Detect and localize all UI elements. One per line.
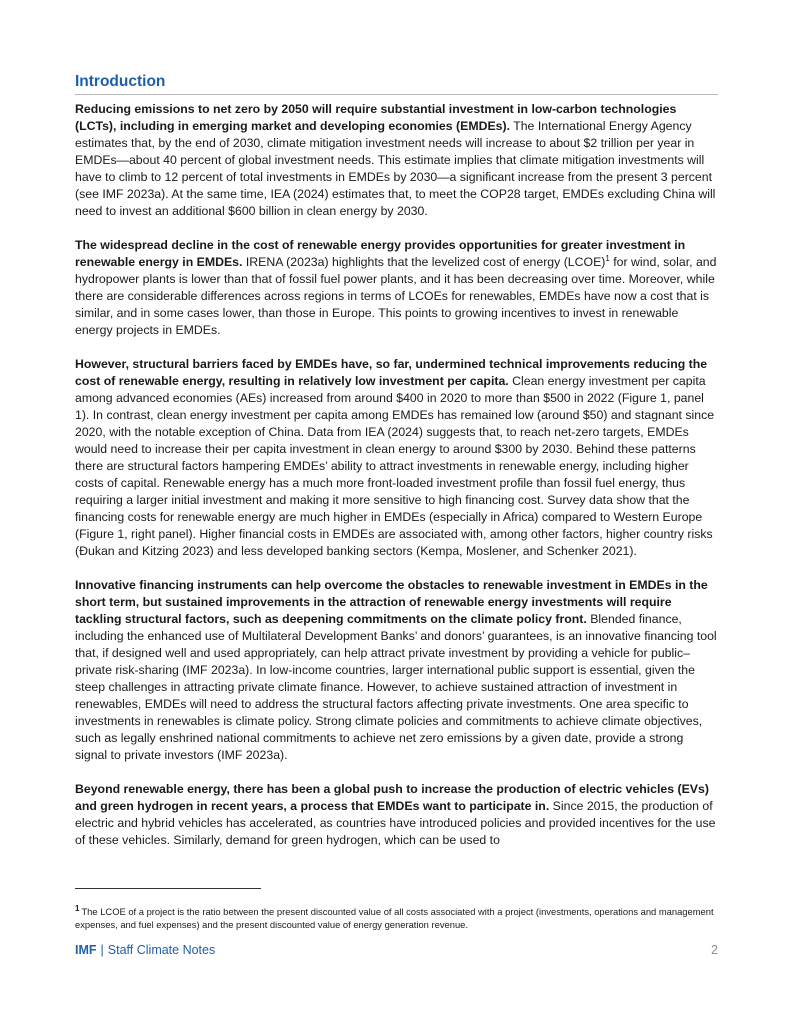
page-number: 2	[711, 943, 718, 957]
imf-logo-text: IMF	[75, 943, 97, 957]
paragraph-4	[75, 577, 718, 764]
paragraph-4-lead: Innovative financing instruments can help overcome the obstacles to renewable investment in EMDEs in the short term, but sustained improvements in the attraction of renewable energy investments will require tackling structural factors, such as deepening commitments on the climate policy front.	[75, 578, 708, 626]
paragraph-2-text-b: for wind, solar, and hydropower plants is lower than that of fossil fuel power plants, and it has been decreasing over time. Moreover, while there are considerable differences across regions in terms of LCOEs for renewables, EMDEs have now a cost that is similar, and in some cases lower, than those in Europe. This points to growing incentives to invest in renewable energy projects in EMDEs.	[75, 255, 717, 337]
paragraph-1	[75, 101, 718, 220]
series-title: Staff Climate Notes	[107, 943, 216, 957]
paragraph-1-lead: Reducing emissions to net zero by 2050 will require substantial investment in low-carbon technologies (LCTs), including in emerging market and developing economies (EMDEs).	[75, 102, 677, 133]
footnote-number: 1	[75, 904, 80, 913]
paragraph-2-text-a: IRENA (2023a) highlights that the levelized cost of energy (LCOE)	[242, 255, 606, 269]
paragraph-5-text: Since 2015, the production of electric and hybrid vehicles has accelerated, as countries have introduced policies and provided incentives for the use of these vehicles. Similarly, demand for green hydrogen, which can be used to	[75, 799, 716, 847]
paragraph-2	[75, 237, 718, 339]
footnote-rule	[75, 888, 261, 889]
paragraph-3-lead: However, structural barriers faced by EMDEs have, so far, undermined technical improvements reducing the cost of renewable energy, resulting in relatively low investment per capita.	[75, 357, 708, 388]
paragraph-3-text: Clean energy investment per capita among advanced economies (AEs) increased from around $400 in 2020 to more than $500 in 2022 (Figure 1, panel 1). In contrast, clean energy investment per capita among EMDEs has remained low (around $50) and stagnant since 2020, with the notable exception of China. Data from IEA (2024) suggests that, to reach net-zero targets, EMDEs would need to increase their per capita investment in clean energy to around $300 by 2030. Behind these patterns there are structural factors hampering EMDEs’ ability to attract investments in renewable energy, including higher costs of capital. Renewable energy has a much more front-loaded investment profile than fossil fuel energy, thus requiring a larger initial investment and making it more sensitive to high financing cost. Survey data show that the financing costs for renewable energy are much higher in EMDEs (especially in Africa) compared to Western Europe (Figure 1, right panel). Higher financial costs in EMDEs are associated with, among other factors, higher country risks (Đukan and Kitzing 2023) and less developed banking sectors (Kempa, Moslener, and Schenker 2021).	[75, 374, 715, 558]
section-heading: Introduction	[75, 73, 166, 90]
paragraph-4-text: Blended finance, including the enhanced use of Multilateral Development Banks’ and donors’ guarantees, is an innovative financing tool that, if designed well and used appropriately, can help attract private investment by providing a vehicle for public–private risk-sharing (IMF 2023a). In low-income countries, larger international public support is essential, given the steep challenges in attracting private climate finance. However, to achieve sustained attraction of investment in renewables, EMDEs will need to address the structural factors affecting private investments. One area specific to investments in renewables is climate policy. Strong climate policies and commitments to achieve climate objectives, such as legally enshrined national commitments to achieve net zero emissions by a given date, provide a strong signal to private investors (IMF 2023a).	[75, 612, 717, 762]
heading-rule	[75, 94, 718, 95]
footnote	[75, 902, 718, 931]
body-text	[75, 101, 718, 866]
paragraph-3	[75, 356, 718, 560]
paragraph-2-lead: The widespread decline in the cost of renewable energy provides opportunities for greater investment in renewable energy in EMDEs.	[75, 238, 686, 269]
footnote-ref[interactable]: 1	[605, 253, 610, 263]
paragraph-1-text: The International Energy Agency estimates that, by the end of 2030, climate mitigation investment needs will increase to about $2 trillion per year in EMDEs—about 40 percent of global investment needs. This estimate implies that climate mitigation investments will have to climb to 12 percent of total investments in EMDEs by 2030—a significant increase from the present 3 percent (see IMF 2023a). At the same time, IEA (2024) estimates that, to meet the COP28 target, EMDEs excluding China will need to invest an additional $600 billion in clean energy by 2030.	[75, 119, 716, 218]
paragraph-5	[75, 781, 718, 849]
footer-separator: |	[100, 943, 104, 957]
paragraph-5-lead: Beyond renewable energy, there has been a global push to increase the production of electric vehicles (EVs) and green hydrogen in recent years, a process that EMDEs want to participate in.	[75, 782, 709, 813]
footnote-text: The LCOE of a project is the ratio between the present discounted value of all costs associated with a project (investments, operations and management expenses, and fuel expenses) and the present discounted value of energy generation revenue.	[75, 906, 714, 931]
page-footer	[75, 942, 718, 958]
